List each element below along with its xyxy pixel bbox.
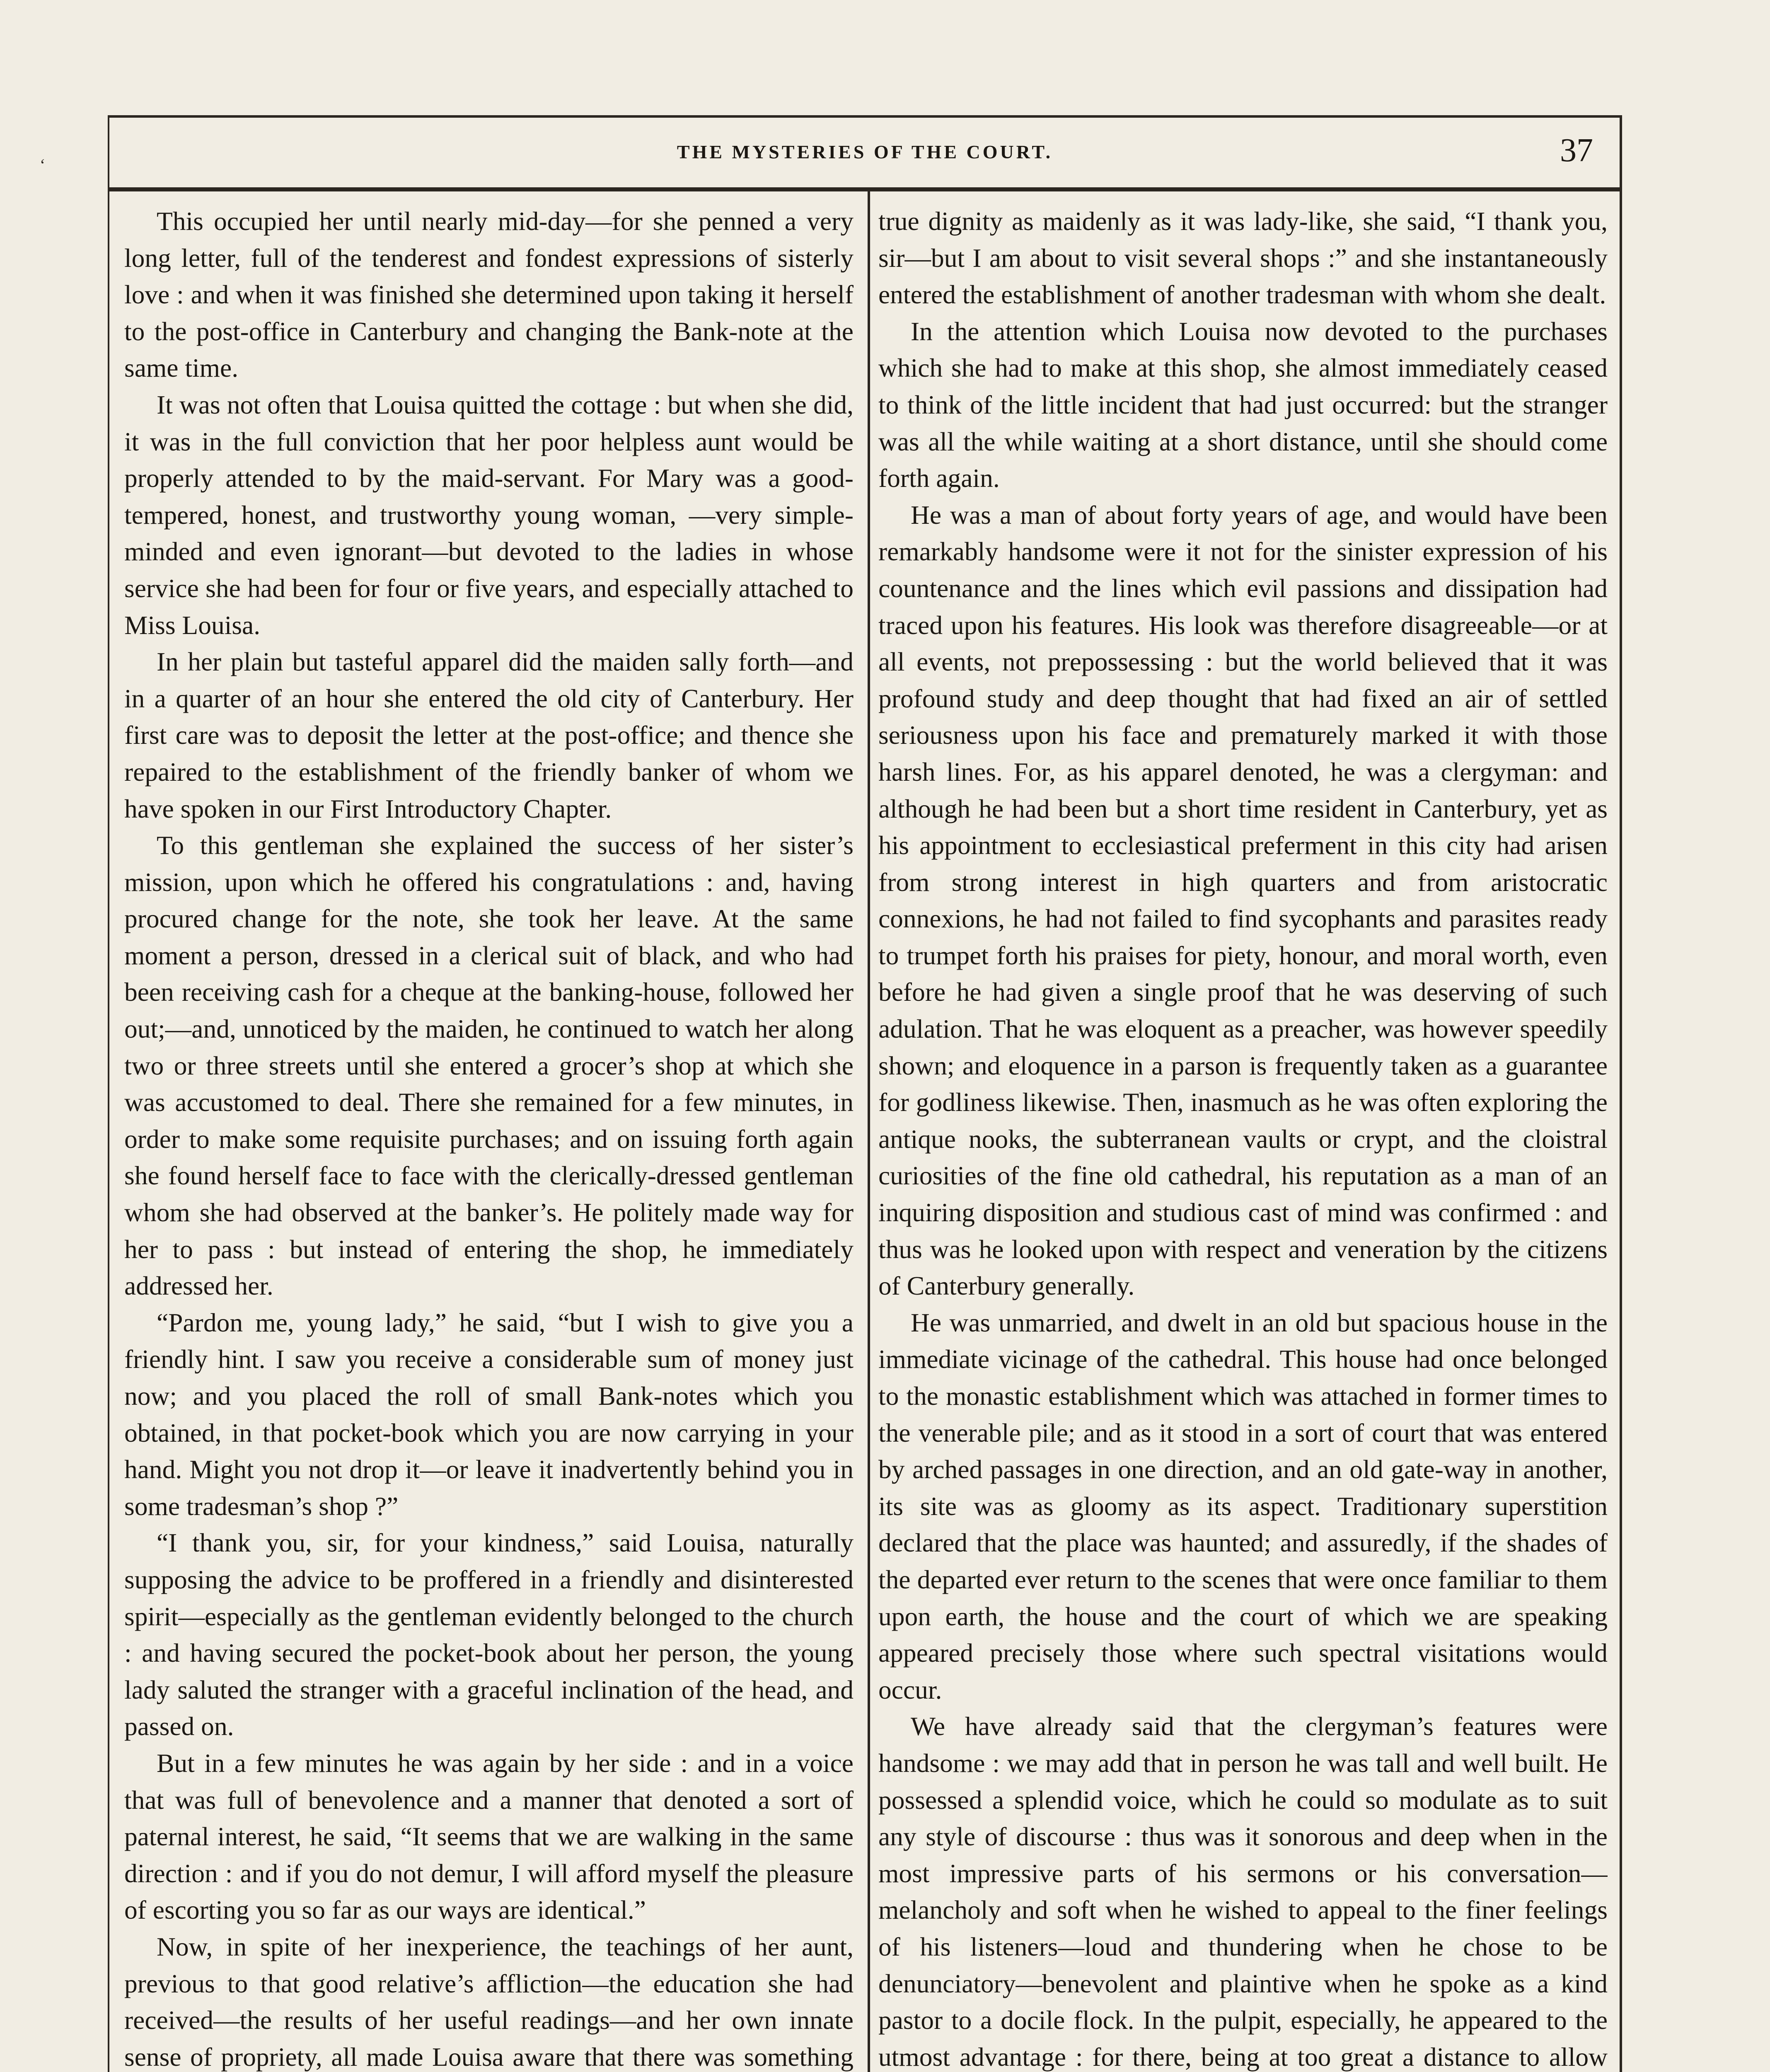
paragraph: It was not often that Louisa quitted the cottage : but when she did, it was in the full conviction that her poor helpless aunt would be properly attended to by the maid-servant. For Mary was a good-tempered, honest, and trustworthy young woman, —very simple-minded and even ignorant—but devoted to the ladies in whose service she had been for four or five years, and especially attached to Miss Louisa. (124, 390, 854, 640)
paragraph: He was a man of about forty years of age, and would have been remarkably handsome were it not for the sinister expression of his countenance and the lines which evil passions and dissipation had traced upon his features. His look was therefore disagreeable—or at all events, not prepossessing : but the world believed that it was profound study and deep thought that had fixed an air of settled seriousness upon his face and prematurely marked it with those harsh lines. For, as his apparel denoted, he was a clergyman: and although he had been but a short time resident in Canterbury, yet as his appointment to ecclesiastical preferment in this city had arisen from strong interest in high quarters and from aristocratic connexions, he had not failed to find sycophants and parasites ready to trumpet forth his praises for piety, honour, and moral worth, even before he had given a single proof that he was deserving of such adulation. That he was eloquent as a preacher, was however speedily shown; and eloquence in a parson is frequently taken as a guarantee for godliness likewise. Then, inasmuch as he was often exploring the antique nooks, the subterranean vaults or crypt, and the cloistral curiosities of the fine old cathedral, his reputation as a man of an inquiring disposition and studious cast of mind was confirmed : and thus was he looked upon with respect and veneration by the citizens of Canterbury generally. (878, 500, 1608, 1301)
right-column (878, 203, 1608, 2072)
running-title: THE MYSTERIES OF THE COURT. (677, 141, 1053, 162)
paragraph: “I thank you, sir, for your kindness,” said Louisa, naturally supposing the advice to be proffered in a friendly and disinterested spirit—especially as the gentleman evidently belonged to the church : and having secured the pocket-book about her person, the young lady saluted the stranger with a graceful inclination of the head, and passed on. (124, 1528, 854, 1741)
page-number: 37 (1560, 132, 1593, 169)
paragraph: He was unmarried, and dwelt in an old but spacious house in the immediate vicinage of the cathedral. This house had once belonged to the monastic establishment which was attached in former times to the venerable pile; and as it stood in a sort of court that was entered by arched passages in one direction, and an old gate-way in another, its site was as gloomy as its aspect. Traditionary superstition declared that the place was haunted; and assuredly, if the shades of the departed ever return to the scenes that were once familiar to them upon earth, the house and the court of which we are speaking appeared precisely those where such spectral visitations would occur. (878, 1307, 1608, 1704)
paragraph: In her plain but tasteful apparel did the maiden sally forth—and in a quarter of an hour she entered the old city of Canterbury. Her first care was to deposit the letter at the post-office; and thence she repaired to the establishment of the friendly banker of whom we have spoken in our First Introductory Chapter. (124, 647, 854, 823)
running-head (108, 124, 1622, 186)
paragraph: Now, in spite of her inexperience, the teachings of her aunt, previous to that good relative’s affliction—the education she had received—the results of her useful readings—and her own innate sense of propriety, all made Louisa aware that there was something (124, 1932, 854, 2072)
left-column (124, 203, 854, 2072)
column-divider (868, 191, 870, 2072)
continued-paragraph: true dignity as maidenly as it was lady-like, she said, “I thank you, sir—but I am about to visit several shops :” and she instantaneously entered the establishment of another tradesman with whom she dealt. (878, 206, 1608, 310)
paragraph: “Pardon me, young lady,” he said, “but I wish to give you a friendly hint. I saw you receive a considerable sum of money just now; and you placed the roll of small Bank-notes which you obtained, in that pocket-book which you are now carrying in your hand. Might you not drop it—or leave it inadvertently behind you in some tradesman’s shop ?” (124, 1307, 854, 1521)
paragraph: In the attention which Louisa now devoted to the purchases which she had to make at this shop, she almost immediately ceased to think of the little incident that had just occurred: but the stranger was all the while waiting at a short distance, until she should come forth again. (878, 316, 1608, 493)
paragraph: This occupied her until nearly mid-day—for she penned a very long letter, full of the tenderest and fondest expressions of sisterly love : and when it was finished she determined upon taking it herself to the post-office in Canterbury and changing the Bank-note at the same time. (124, 206, 854, 383)
scan-speck: ‘ (40, 155, 46, 174)
paragraph: But in a few minutes he was again by her side : and in a voice that was full of benevolence and a manner that denoted a sort of paternal interest, he said, “It seems that we are walking in the same direction : and if you do not demur, I will afford myself the pleasure of escorting you so far as our ways are identical.” (124, 1748, 854, 1925)
paragraph: We have already said that the clergyman’s features were handsome : we may add that in person he was tall and well built. He possessed a splendid voice, which he could so modulate as to suit any style of discourse : thus was it sonorous and deep when in the most impressive parts of his sermons or his conversation—melancholy and soft when he wished to appeal to the finer feelings of his listeners—loud and thundering when he chose to be denunciatory—benevolent and plaintive when he spoke as a kind pastor to a docile flock. In the pulpit, especially, he appeared to the utmost advantage : for there, being at too great a distance to allow (878, 1711, 1608, 2072)
header-rule (108, 187, 1622, 191)
paragraph: To this gentleman she explained the success of her sister’s mission, upon which he offered his congratulations : and, having procured change for the note, she took her leave. At the same moment a person, dressed in a clerical suit of black, and who had been receiving cash for a cheque at the banking-house, followed her out;—and, unnoticed by the maiden, he continued to watch her along two or three streets until she entered a grocer’s shop at which she was accustomed to deal. There she remained for a few minutes, in order to make some requisite purchases; and on issuing forth again she found herself face to face with the clerically-dressed gentleman whom she had observed at the banker’s. He politely made way for her to pass : but instead of entering the shop, he immediately addressed her. (124, 830, 854, 1301)
